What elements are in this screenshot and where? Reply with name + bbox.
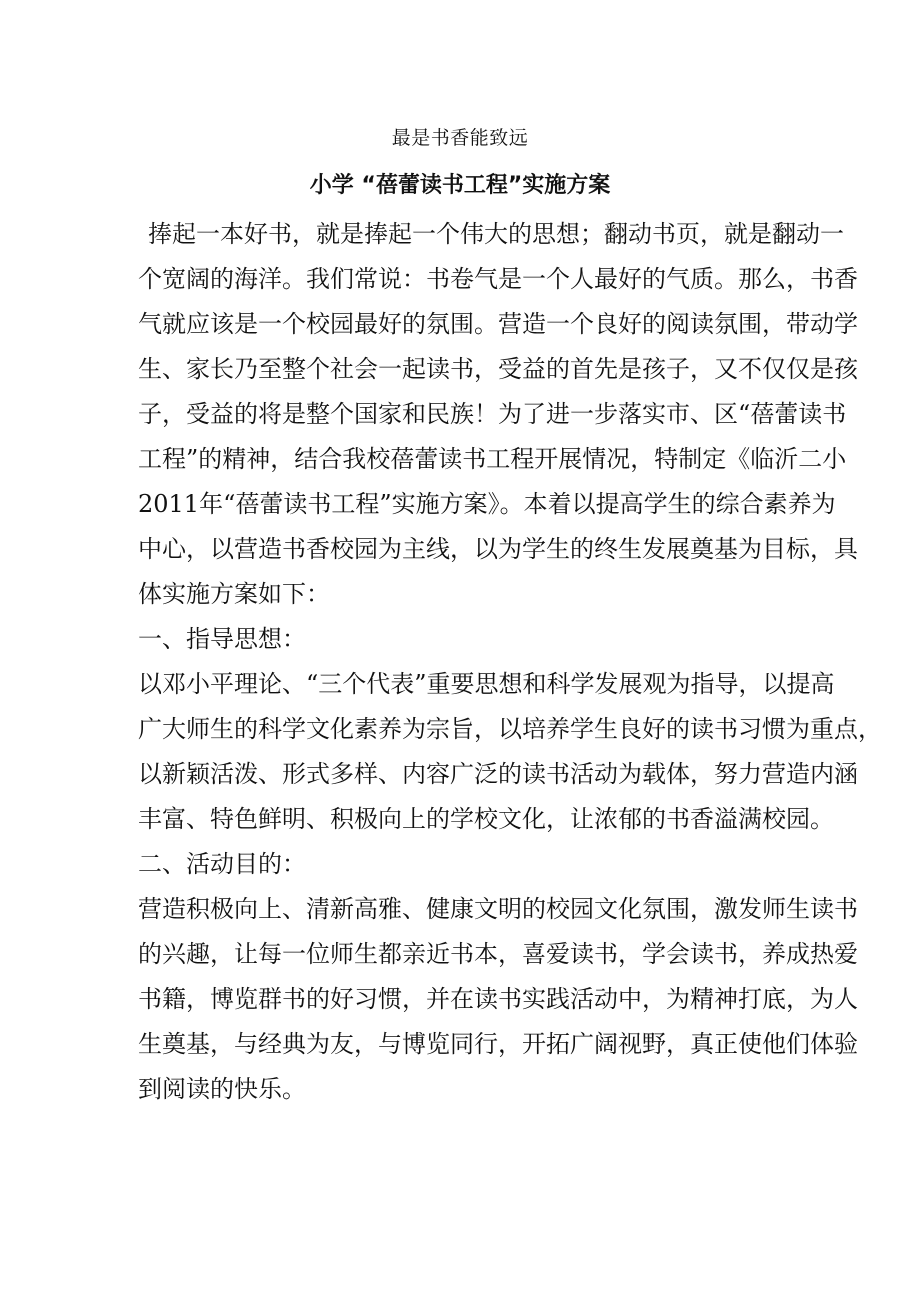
body-line: 书籍，博览群书的好习惯，并在读书实践活动中，为精神打底，为人 — [138, 985, 858, 1013]
body-line: 丰富、特色鲜明、积极向上的学校文化，让浓郁的书香溢满校园。 — [138, 805, 834, 833]
body-line: 到阅读的快乐。 — [138, 1075, 306, 1103]
body-line: 个宽阔的海洋。我们常说：书卷气是一个人最好的气质。那么，书香 — [138, 265, 858, 293]
document-body — [138, 212, 882, 1112]
body-line: 以新颖活泼、形式多样、内容广泛的读书活动为载体，努力营造内涵 — [138, 760, 858, 788]
body-line: 生、家长乃至整个社会一起读书，受益的首先是孩子，又不仅仅是孩 — [138, 355, 858, 383]
section-heading-guiding-thought: 一、指导思想： — [138, 625, 306, 653]
body-line: 体实施方案如下： — [138, 580, 330, 608]
body-line: 中心，以营造书香校园为主线，以为学生的终生发展奠基为目标，具 — [138, 535, 858, 563]
section-heading-activity-purpose: 二、活动目的： — [138, 850, 306, 878]
body-line: 捧起一本好书，就是捧起一个伟大的思想；翻动书页，就是翻动一 — [148, 220, 844, 248]
body-line: 广大师生的科学文化素养为宗旨，以培养学生良好的读书习惯为重点， — [138, 715, 882, 743]
body-line: 生奠基，与经典为友，与博览同行，开拓广阔视野，真正使他们体验 — [138, 1030, 858, 1058]
body-line: 以邓小平理论、“三个代表”重要思想和科学发展观为指导，以提高 — [138, 670, 835, 698]
document-subtitle: 小学 “蓓蕾读书工程”实施方案 — [309, 173, 611, 198]
body-line: 2011年“蓓蕾读书工程”实施方案》。本着以提高学生的综合素养为 — [138, 490, 836, 518]
body-line: 子，受益的将是整个国家和民族！为了进一步落实市、区“蓓蕾读书 — [138, 400, 847, 428]
body-line: 气就应该是一个校园最好的氛围。营造一个良好的阅读氛围，带动学 — [138, 310, 858, 338]
body-line: 的兴趣，让每一位师生都亲近书本，喜爱读书，学会读书，养成热爱 — [138, 940, 858, 968]
body-line: 工程”的精神，结合我校蓓蕾读书工程开展情况，特制定《临沂二小 — [138, 445, 847, 473]
document-title: 最是书香能致远 — [391, 127, 529, 149]
body-line: 营造积极向上、清新高雅、健康文明的校园文化氛围，激发师生读书 — [138, 895, 858, 923]
